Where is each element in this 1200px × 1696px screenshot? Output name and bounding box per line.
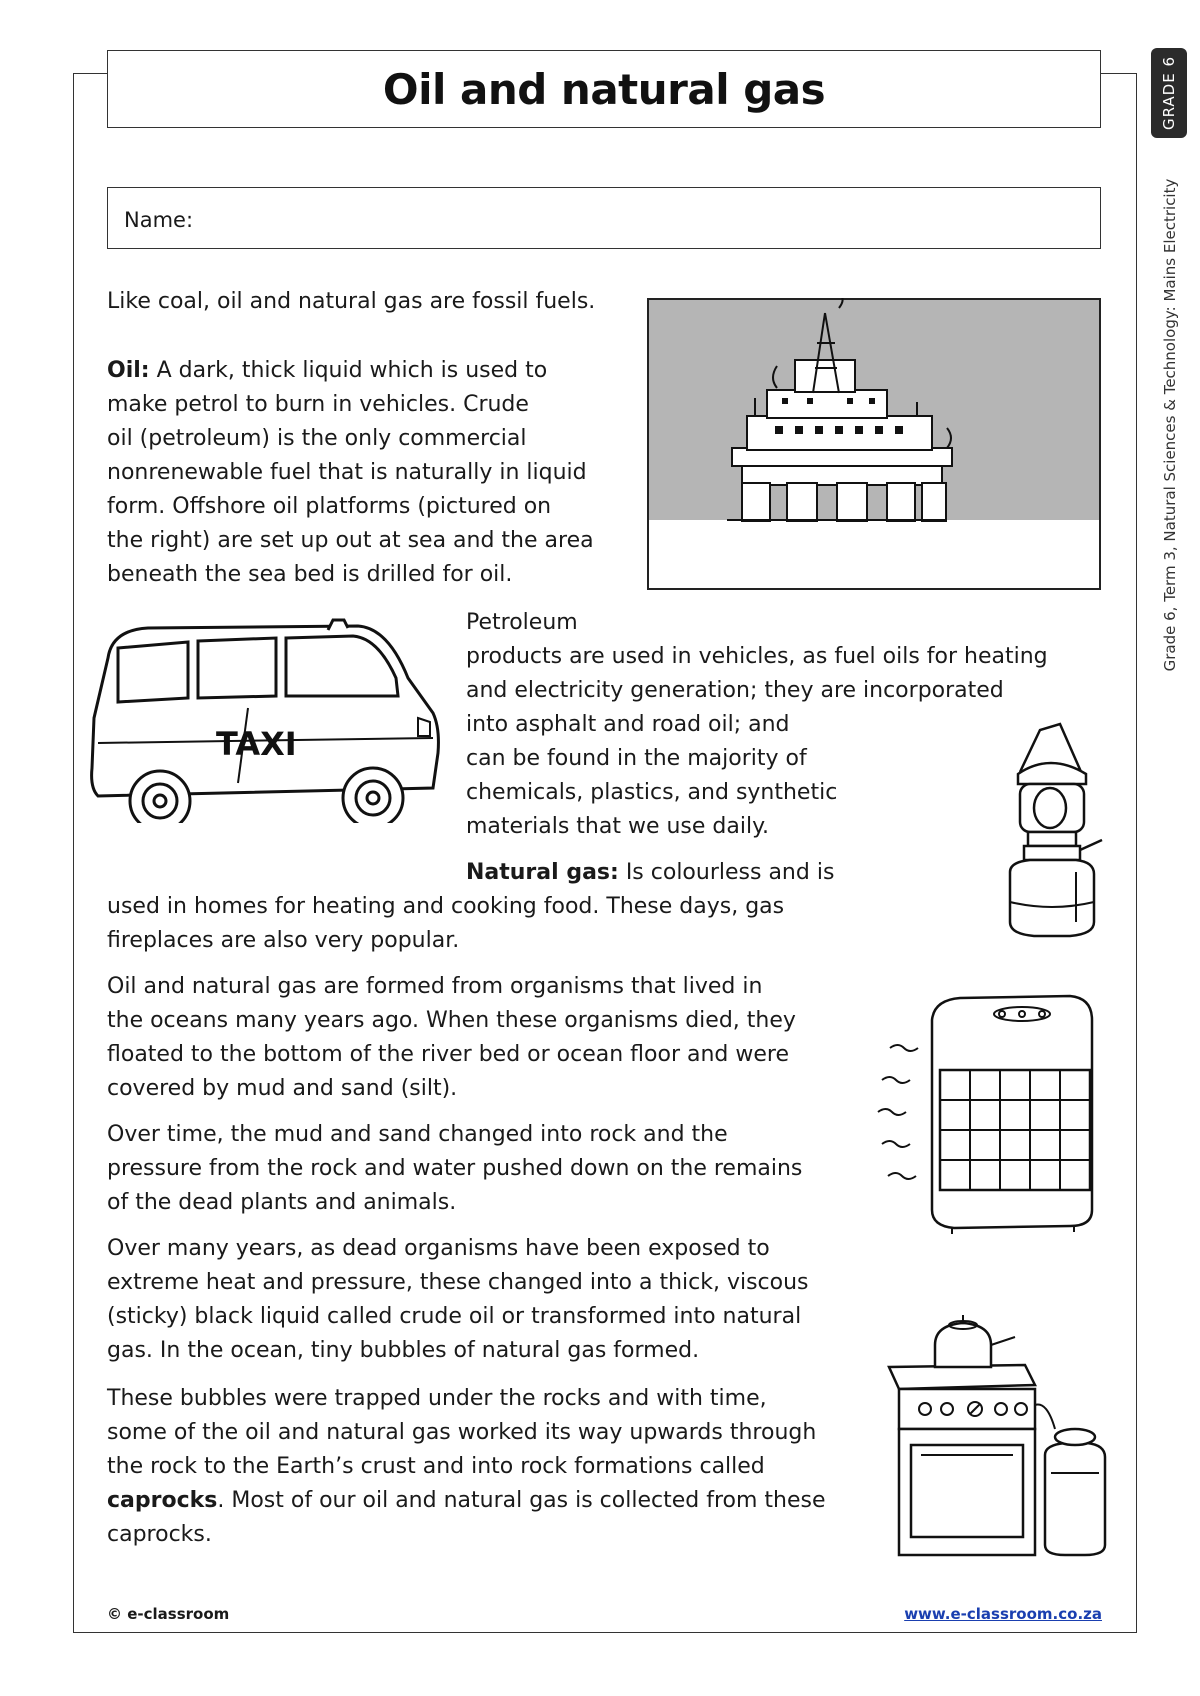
oil-line: make petrol to burn in vehicles. Crude [107, 392, 529, 417]
formed-line: covered by mud and sand (silt). [107, 1076, 458, 1101]
bubbles-line: . Most of our oil and natural gas is collected from these [217, 1488, 826, 1513]
page-title: Oil and natural gas [382, 64, 826, 114]
gas-heater-illustration [870, 990, 1100, 1240]
time-line: of the dead plants and animals. [107, 1190, 457, 1215]
gas-term: Natural gas: [466, 860, 619, 885]
time-paragraph [107, 1118, 802, 1220]
taxi-illustration [88, 618, 446, 823]
gas-stove-illustration [875, 1305, 1107, 1560]
petroleum-line: products are used in vehicles, as fuel oils for heating [466, 644, 1048, 669]
oil-term: Oil: [107, 358, 150, 383]
bubbles-paragraph [107, 1382, 826, 1552]
title-box [107, 50, 1101, 128]
oil-line: nonrenewable fuel that is naturally in liquid [107, 460, 587, 485]
formed-line: the oceans many years ago. When these organisms died, they [107, 1008, 796, 1033]
bubbles-line: some of the oil and natural gas worked its way upwards through [107, 1420, 817, 1445]
years-line: extreme heat and pressure, these changed into a thick, viscous [107, 1270, 809, 1295]
gas-line: Is colourless and is [618, 860, 835, 885]
time-line: pressure from the rock and water pushed down on the remains [107, 1156, 803, 1181]
grade-tab [1151, 48, 1187, 138]
formed-line: Oil and natural gas are formed from organisms that lived in [107, 974, 763, 999]
name-field[interactable] [107, 187, 1101, 249]
oil-line: beneath the sea bed is drilled for oil. [107, 562, 513, 587]
taxi-label: TAXI [216, 725, 297, 763]
gas-paragraph [107, 890, 784, 958]
gas-line: used in homes for heating and cooking food. These days, gas [107, 894, 785, 919]
oil-platform-illustration [647, 298, 1101, 590]
years-paragraph [107, 1232, 809, 1368]
oil-line: A dark, thick liquid which is used to [149, 358, 548, 383]
oil-paragraph [107, 354, 594, 592]
formed-paragraph [107, 970, 796, 1106]
oil-line: form. Offshore oil platforms (pictured on [107, 494, 552, 519]
bubbles-line: These bubbles were trapped under the rocks and with time, [107, 1386, 767, 1411]
name-label: Name: [124, 208, 194, 232]
petroleum-line: into asphalt and road oil; and [466, 712, 790, 737]
curriculum-label: Grade 6, Term 3, Natural Sciences & Technology: Mains Electricity [1161, 178, 1179, 672]
oil-line: oil (petroleum) is the only commercial [107, 426, 527, 451]
formed-line: floated to the bottom of the river bed or ocean floor and were [107, 1042, 789, 1067]
gas-lantern-illustration [990, 722, 1105, 948]
time-line: Over time, the mud and sand changed into rock and the [107, 1122, 728, 1147]
petroleum-line: and electricity generation; they are incorporated [466, 678, 1004, 703]
petroleum-paragraph [466, 606, 1048, 844]
caprocks-term: caprocks [107, 1488, 218, 1513]
bubbles-line: caprocks. [107, 1522, 212, 1547]
gas-line: fireplaces are also very popular. [107, 928, 460, 953]
years-line: Over many years, as dead organisms have been exposed to [107, 1236, 770, 1261]
copyright-text: © e-classroom [107, 1605, 230, 1623]
years-line: gas. In the ocean, tiny bubbles of natural gas formed. [107, 1338, 700, 1363]
grade-tab-label: GRADE 6 [1160, 55, 1178, 131]
gas-first-line [466, 856, 834, 890]
oil-line: the right) are set up out at sea and the area [107, 528, 594, 553]
petroleum-line: can be found in the majority of [466, 746, 807, 771]
bubbles-line: the rock to the Earth’s crust and into rock formations called [107, 1454, 765, 1479]
petroleum-line: Petroleum [466, 610, 578, 635]
petroleum-line: chemicals, plastics, and synthetic [466, 780, 838, 805]
intro-text: Like coal, oil and natural gas are fossil fuels. [107, 289, 596, 314]
petroleum-line: materials that we use daily. [466, 814, 769, 839]
years-line: (sticky) black liquid called crude oil or transformed into natural [107, 1304, 802, 1329]
website-link[interactable]: www.e-classroom.co.za [904, 1605, 1102, 1623]
